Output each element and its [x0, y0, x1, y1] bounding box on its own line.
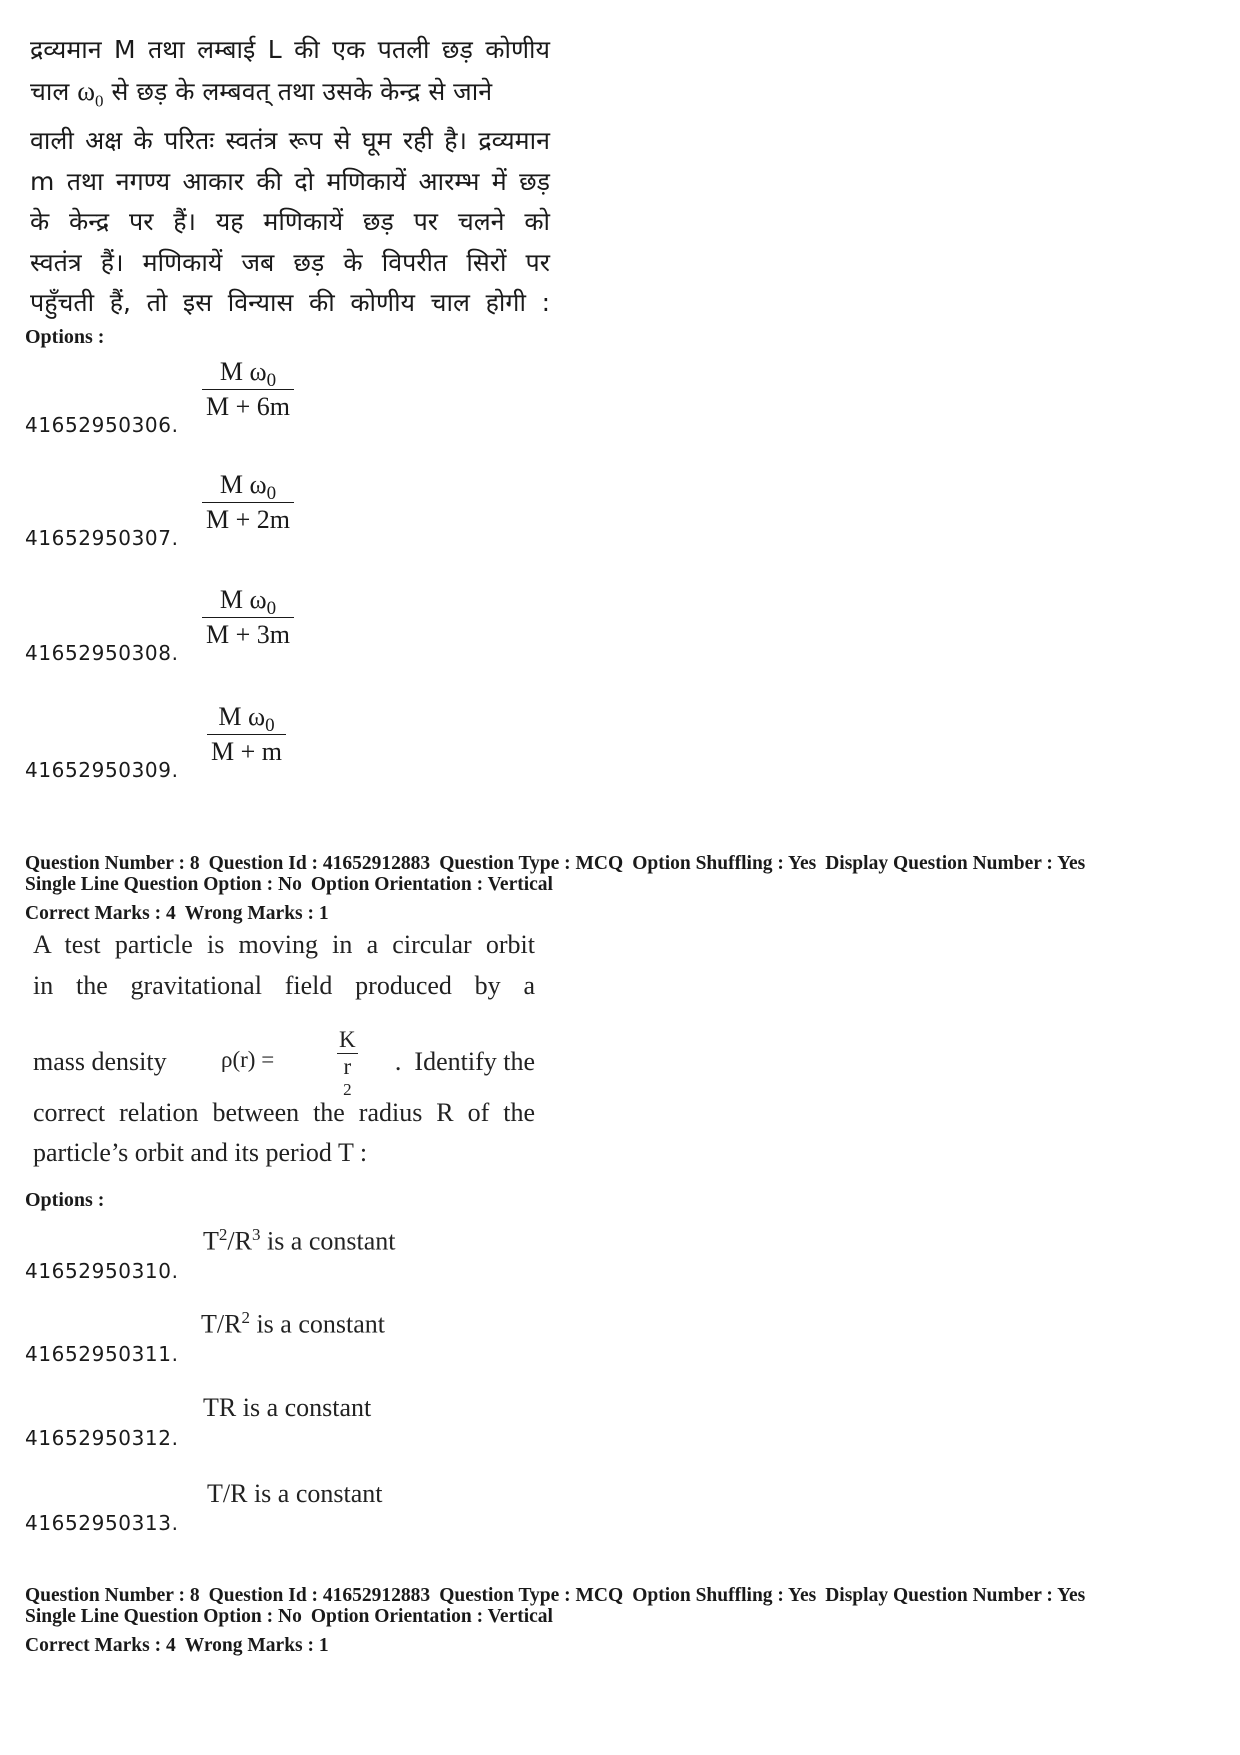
option-id: 41652950310. — [25, 1259, 179, 1283]
option-fraction: $\frac{M \omega_0}{M + m}$ — [207, 702, 286, 767]
question-line: m तथा नगण्य आकार की दो मणिकायें आरम्भ में छड़ — [30, 166, 550, 196]
option-item[interactable] — [0, 1298, 700, 1378]
option-id: 41652950306. — [25, 413, 179, 437]
density-fraction: K r $^2$ — [339, 1027, 356, 1099]
question-meta — [25, 1585, 1085, 1656]
option-item[interactable] — [0, 355, 700, 455]
omega-symbol: $\omega_0$ — [77, 75, 104, 110]
question-line: चाल $\omega_0$ से छड़ के लम्बवत् तथा उसके केन्द्र से जाने — [30, 75, 493, 110]
option-id: 41652950313. — [25, 1511, 179, 1535]
option-item[interactable] — [0, 585, 700, 685]
option-item[interactable] — [0, 702, 700, 802]
option-item[interactable] — [0, 1215, 700, 1295]
rho-symbol: ρ(r) = — [221, 1047, 275, 1072]
question-line: A test particle is moving in a circular orbit — [33, 930, 535, 959]
option-item[interactable] — [0, 1382, 700, 1462]
meta-line-1: Question Number : 8 Question Id : 41652912883 Question Type : MCQ Option Shuffling : Yes Display Question Number : Yes — [25, 1585, 1086, 1606]
option-text: T/R is a constant — [207, 1479, 383, 1508]
option-fraction: $\frac{M \omega_0}{M + 2m}$ — [202, 470, 294, 535]
question-line: के केन्द्र पर हैं। यह मणिकायें छड़ पर चलने को — [30, 207, 550, 237]
question-line: पहुँचती हैं, तो इस विन्यास की कोणीय चाल होगी : — [30, 288, 550, 318]
option-text: TR is a constant — [203, 1393, 372, 1422]
option-item[interactable] — [0, 1465, 700, 1545]
meta-line-2: Single Line Question Option : No Option Orientation : Vertical — [25, 1606, 553, 1627]
option-id: 41652950308. — [25, 641, 179, 665]
option-id: 41652950311. — [25, 1342, 179, 1366]
options-label: Options : — [25, 326, 105, 348]
option-text: $T/R^2$ is a constant — [201, 1308, 385, 1339]
option-text: $T^2/R^3$ is a constant — [203, 1225, 396, 1256]
question-line-density: mass density ρ(r) = K r $^2$ . Identify the — [33, 1027, 535, 1097]
question-line: द्रव्यमान M तथा लम्बाई L की एक पतली छड़ कोणीय — [30, 35, 550, 64]
option-id: 41652950307. — [25, 526, 179, 550]
meta-line-2: Single Line Question Option : No Option Orientation : Vertical — [25, 874, 553, 895]
question-text-hindi — [30, 30, 550, 324]
question-line: particle’s orbit and its period T : — [33, 1138, 368, 1167]
option-id: 41652950309. — [25, 758, 179, 782]
question-line: in the gravitational field produced by a — [33, 971, 535, 1000]
meta-line-3: Correct Marks : 4 Wrong Marks : 1 — [25, 1635, 329, 1656]
option-fraction: $\frac{M \omega_0}{M + 6m}$ — [202, 357, 294, 422]
option-fraction: $\frac{M \omega_0}{M + 3m}$ — [202, 585, 294, 650]
meta-line-1: Question Number : 8 Question Id : 41652912883 Question Type : MCQ Option Shuffling : Yes Display Question Number : Yes — [25, 853, 1086, 874]
question-line: correct relation between the radius R of the — [33, 1098, 535, 1127]
question-line: वाली अक्ष के परितः स्वतंत्र रूप से घूम रही है। द्रव्यमान — [30, 126, 550, 156]
options-label: Options : — [25, 1189, 105, 1211]
meta-line-3: Correct Marks : 4 Wrong Marks : 1 — [25, 903, 329, 924]
question-meta — [25, 853, 1085, 924]
option-id: 41652950312. — [25, 1426, 179, 1450]
question-line: स्वतंत्र हैं। मणिकायें जब छड़ के विपरीत सिरों पर — [30, 247, 550, 277]
option-item[interactable] — [0, 470, 700, 570]
